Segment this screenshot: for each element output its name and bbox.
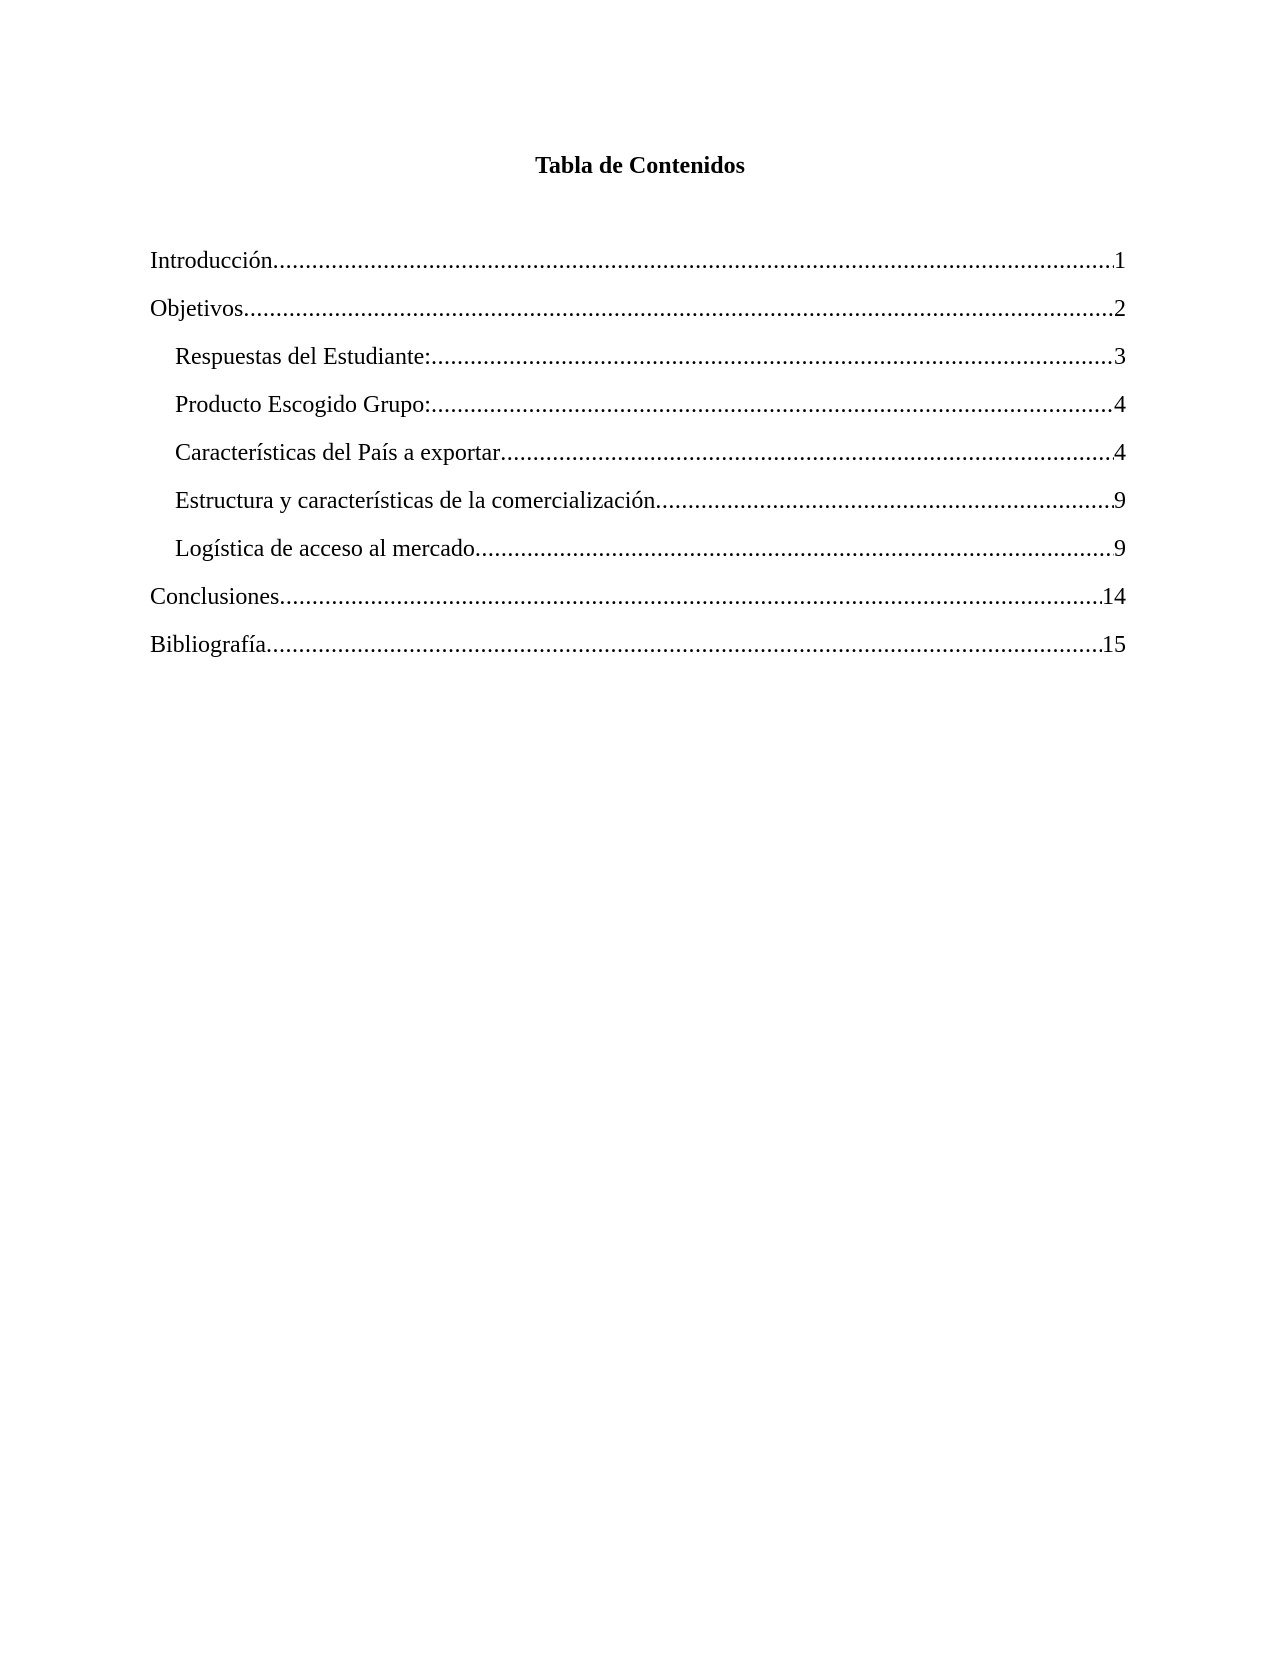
toc-entry-text: Producto Escogido Grupo: (175, 392, 431, 418)
toc-entry-conclusiones[interactable] (150, 580, 1126, 628)
toc-entry-text: Respuestas del Estudiante: (175, 344, 431, 370)
toc-entry-caracteristicas-pais[interactable] (150, 436, 1126, 484)
toc-entry-page: 15 (1102, 632, 1126, 658)
toc-entry-text: Logística de acceso al mercado (175, 536, 475, 562)
toc-entry-page: 3 (1114, 344, 1126, 370)
toc-title: Tabla de Contenidos (535, 153, 745, 179)
toc-entry-page: 9 (1114, 488, 1126, 514)
toc-entry-page: 9 (1114, 536, 1126, 562)
toc-entry-page: 2 (1114, 296, 1126, 322)
toc-entry-introduccion[interactable] (150, 244, 1126, 292)
toc-dot-leader (431, 388, 1114, 422)
toc-entry-logistica-mercado[interactable] (150, 532, 1126, 580)
toc-entry-page: 4 (1114, 392, 1126, 418)
toc-dot-leader (266, 628, 1102, 662)
toc-entry-objetivos[interactable] (150, 292, 1126, 340)
toc-entry-text: Introducción (150, 248, 273, 274)
toc-entry-text: Conclusiones (150, 584, 280, 610)
toc-entry-bibliografia[interactable] (150, 628, 1126, 676)
toc-entry-page: 14 (1102, 584, 1126, 610)
toc-entry-page: 1 (1114, 248, 1126, 274)
toc-dot-leader (475, 532, 1114, 566)
toc-entry-text: Bibliografía (150, 632, 266, 658)
toc-dot-leader (273, 244, 1114, 278)
toc-dot-leader (655, 484, 1114, 518)
toc-entry-page: 4 (1114, 440, 1126, 466)
toc-entry-estructura-comercializacion[interactable] (150, 484, 1126, 532)
toc-dot-leader (431, 340, 1114, 374)
toc-dot-leader (243, 292, 1114, 326)
toc-entry-text: Estructura y características de la comercialización (175, 488, 656, 514)
toc-entry-producto-escogido[interactable] (150, 388, 1126, 436)
toc-entry-text: Características del País a exportar (175, 440, 501, 466)
toc-dot-leader (500, 436, 1114, 470)
toc-entry-text: Objetivos (150, 296, 244, 322)
toc-dot-leader (279, 580, 1102, 614)
table-of-contents (150, 244, 1126, 676)
toc-entry-respuestas-estudiante[interactable] (150, 340, 1126, 388)
